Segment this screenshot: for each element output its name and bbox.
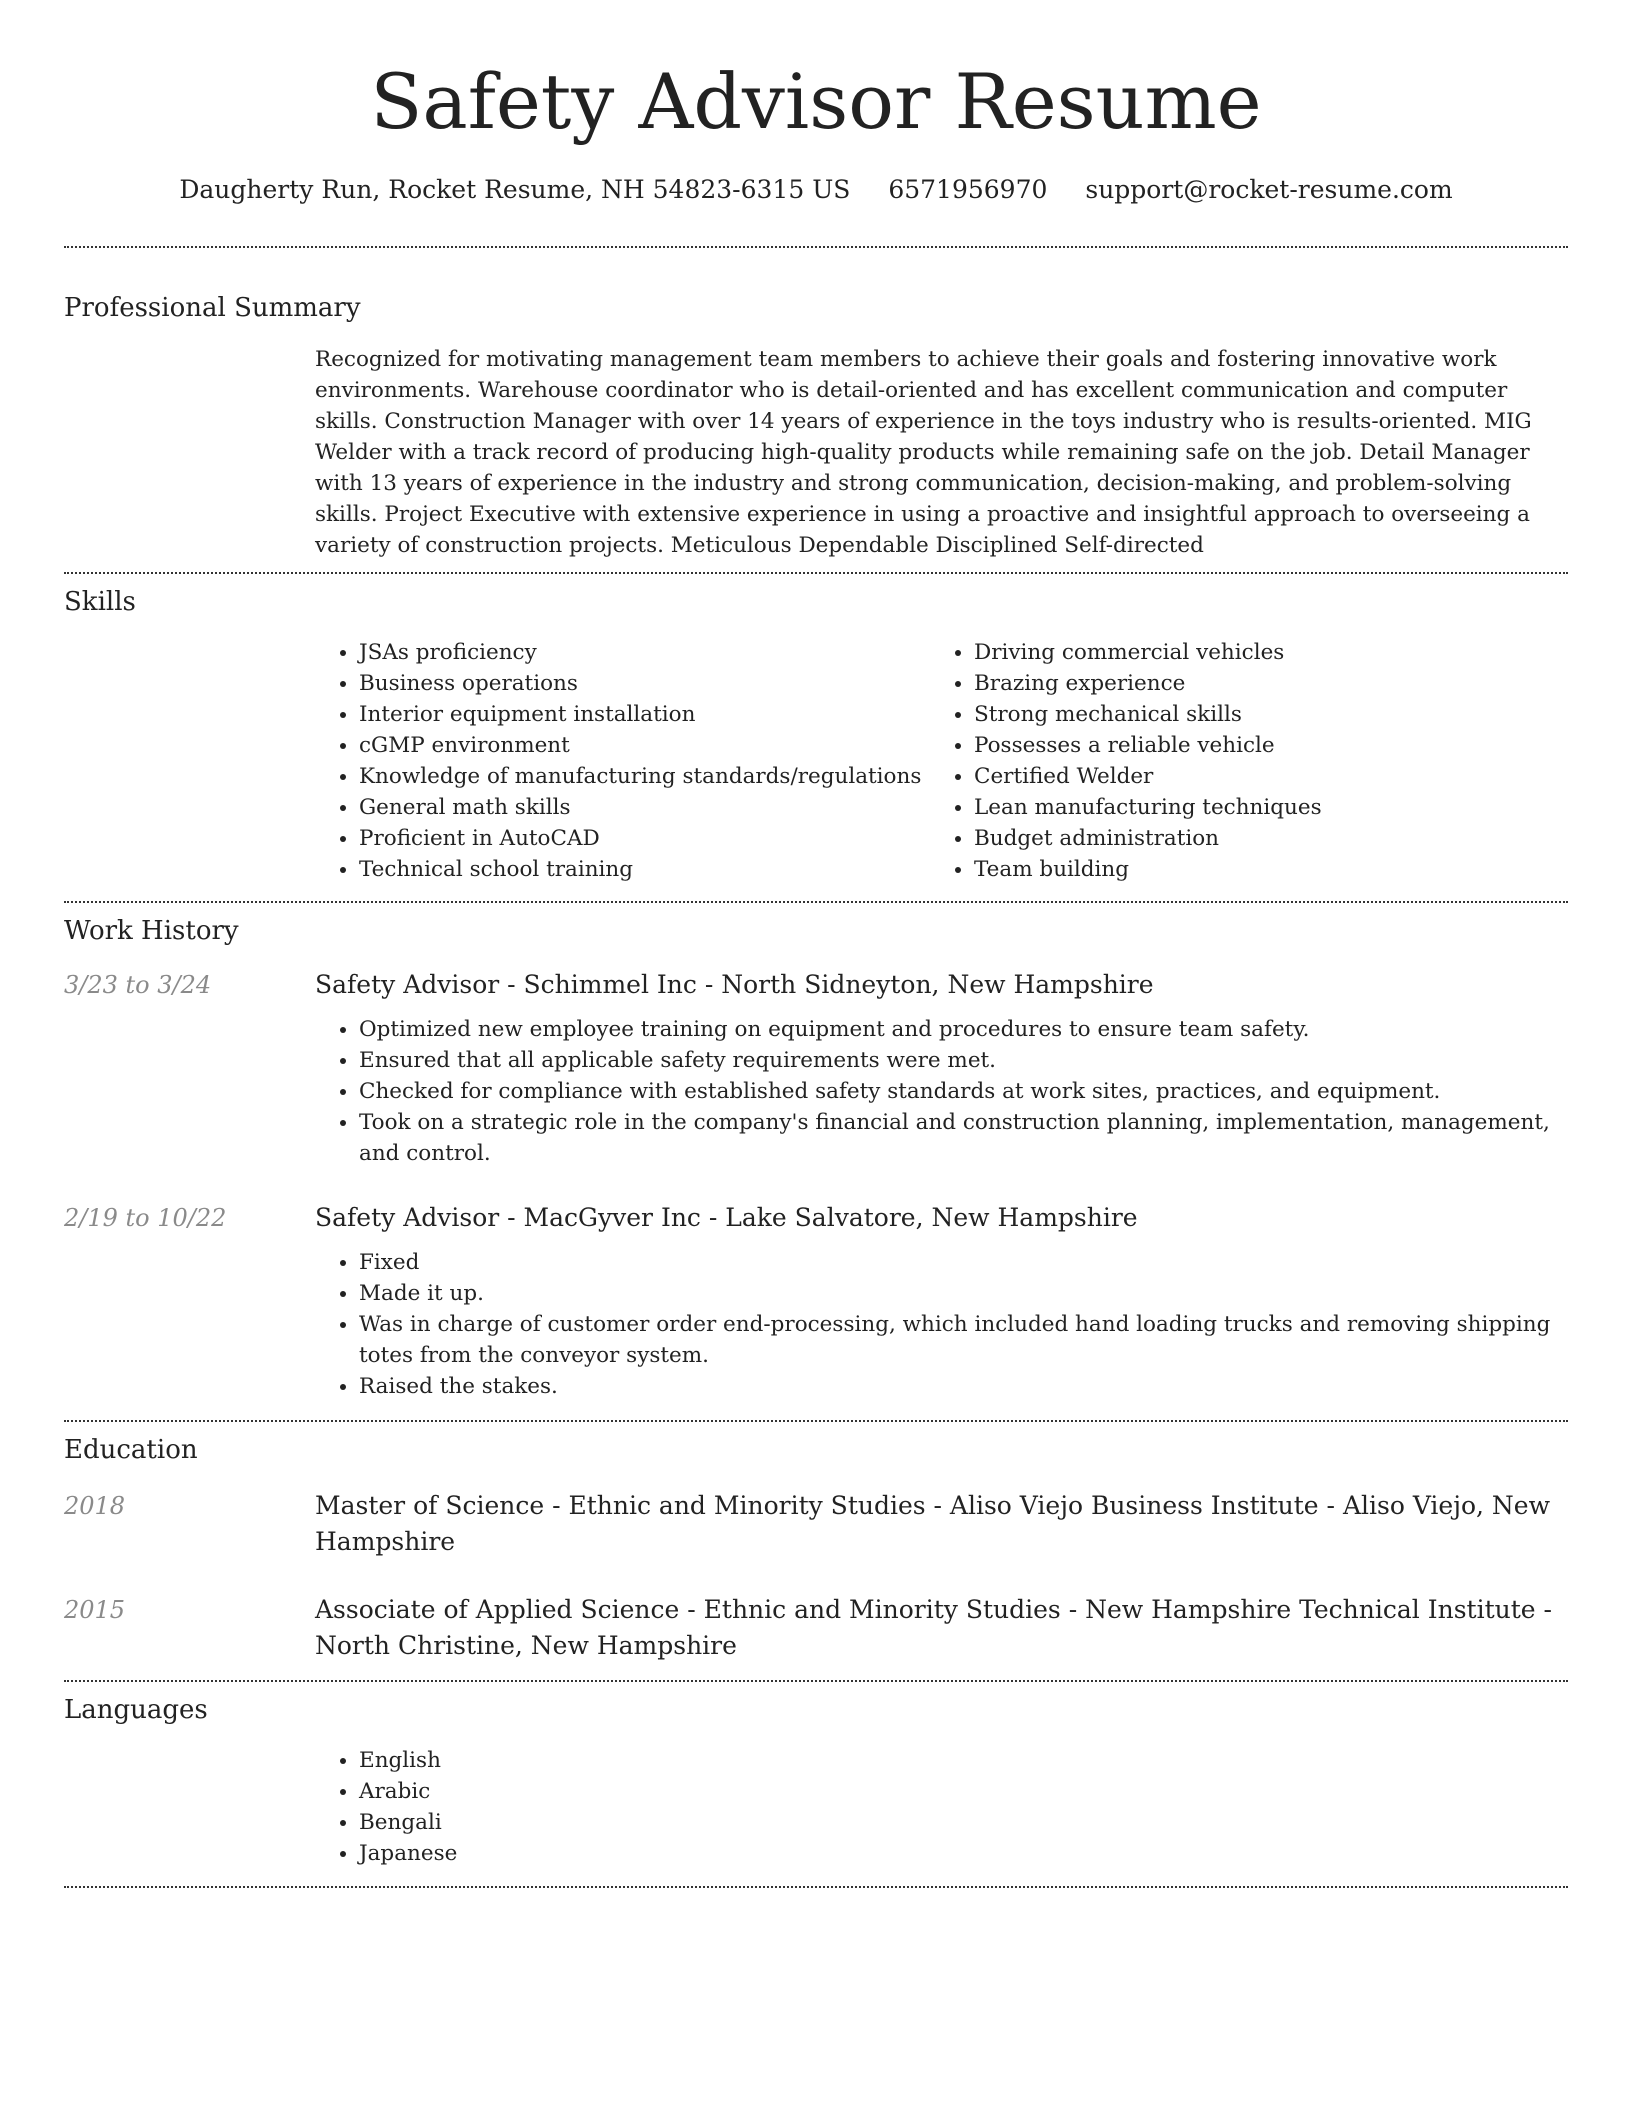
language-item: • Bengali — [359, 1807, 1568, 1838]
skill-item: • Strong mechanical skills — [974, 699, 1568, 730]
job-bullet: • Ensured that all applicable safety requirements were met. — [359, 1045, 1568, 1076]
education-degree: Master of Science - Ethnic and Minority Studies — [315, 1491, 926, 1520]
education-heading-line — [315, 1592, 1568, 1664]
work-history-heading: Work History — [64, 916, 239, 946]
skill-item: • cGMP environment — [359, 730, 930, 761]
education-entry — [64, 1592, 1568, 1664]
education-heading-line — [315, 1488, 1568, 1560]
contact-line — [64, 172, 1568, 208]
job-bullet: • Made it up. — [359, 1278, 1568, 1309]
skill-item: • Brazing experience — [974, 668, 1568, 699]
job-bullet: • Took on a strategic role in the company's financial and construction planning, implementation, management, and control. — [359, 1107, 1568, 1169]
job-bullet: • Was in charge of customer order end-processing, which included hand loading trucks and removing shipping totes from the conveyor system. — [359, 1309, 1568, 1371]
education-year: 2015 — [64, 1596, 126, 1624]
education-entry — [64, 1488, 1568, 1560]
skill-item: • General math skills — [359, 792, 930, 823]
languages-heading: Languages — [64, 1695, 208, 1725]
page-title: Safety Advisor Resume — [370, 57, 1262, 146]
languages-list-wrap — [315, 1745, 1568, 1869]
skill-item: • Driving commercial vehicles — [974, 637, 1568, 668]
skill-item: • Budget administration — [974, 823, 1568, 854]
contact-email: support@rocket-resume.com — [1085, 175, 1453, 204]
language-item: • English — [359, 1745, 1568, 1776]
work-history-section — [64, 903, 1568, 1402]
education-year: 2018 — [64, 1492, 126, 1520]
job-dates: 2/19 to 10/22 — [64, 1204, 227, 1232]
languages-list — [315, 1745, 1568, 1869]
language-item: • Arabic — [359, 1776, 1568, 1807]
summary-section — [64, 248, 1568, 561]
job-entry — [64, 1200, 1568, 1402]
job-title: Safety Advisor - Schimmel Inc - North Sidneyton, New Hampshire — [315, 970, 1154, 999]
education-school: - Aliso Viejo Business Institute - Aliso Viejo, New Hampshire — [315, 1491, 1550, 1556]
skill-item: • Technical school training — [359, 854, 930, 885]
skill-item: • Possesses a reliable vehicle — [974, 730, 1568, 761]
skill-item: • Lean manufacturing techniques — [974, 792, 1568, 823]
contact-address: Daugherty Run, Rocket Resume, NH 54823-6315 US — [179, 175, 851, 204]
job-bullet: • Raised the stakes. — [359, 1371, 1568, 1402]
skill-item: • Team building — [974, 854, 1568, 885]
job-bullets — [315, 1247, 1568, 1402]
education-school: - New Hampshire Technical Institute - North Christine, New Hampshire — [315, 1595, 1552, 1660]
job-bullets — [315, 1014, 1568, 1169]
summary-heading: Professional Summary — [64, 293, 361, 323]
job-bullet: • Fixed — [359, 1247, 1568, 1278]
skill-item: • Business operations — [359, 668, 930, 699]
skill-item: • Proficient in AutoCAD — [359, 823, 930, 854]
skill-item: • Knowledge of manufacturing standards/regulations — [359, 761, 930, 792]
job-title: Safety Advisor - MacGyver Inc - Lake Salvatore, New Hampshire — [315, 1203, 1138, 1232]
skill-item: • Certified Welder — [974, 761, 1568, 792]
education-heading: Education — [64, 1435, 198, 1465]
skill-item: • Interior equipment installation — [359, 699, 930, 730]
job-bullet: • Checked for compliance with established safety standards at work sites, practices, and equipment. — [359, 1076, 1568, 1107]
job-entry — [64, 967, 1568, 1169]
contact-phone: 6571956970 — [888, 175, 1048, 204]
job-bullet: • Optimized new employee training on equipment and procedures to ensure team safety. — [359, 1014, 1568, 1045]
skills-grid — [315, 637, 1568, 885]
education-section — [64, 1422, 1568, 1664]
skills-heading: Skills — [64, 587, 136, 617]
education-degree: Associate of Applied Science - Ethnic and Minority Studies — [315, 1595, 1061, 1624]
skills-list-right — [930, 637, 1568, 885]
skill-item: • JSAs proficiency — [359, 637, 930, 668]
languages-section — [64, 1682, 1568, 1869]
divider — [64, 1886, 1568, 1888]
job-dates: 3/23 to 3/24 — [64, 971, 212, 999]
skills-section — [64, 574, 1568, 885]
summary-text: Recognized for motivating management team members to achieve their goals and fostering innovative work environments. Warehouse coordinator who is detail-oriented and has excellent communication and computer skills. Construction Manager with over 14 years of experience in the toys industry who is results-oriented. MIG Welder with a track record of producing high-quality products while remaining safe on the job. Detail Manager with 13 years of experience in the industry and strong communication, decision-making, and problem-solving skills. Project Executive with extensive experience in using a proactive and insightful approach to overseeing a variety of construction projects. Meticulous Dependable Disciplined Self-directed — [315, 347, 1532, 558]
language-item: • Japanese — [359, 1838, 1568, 1869]
skills-list-left — [315, 637, 930, 885]
